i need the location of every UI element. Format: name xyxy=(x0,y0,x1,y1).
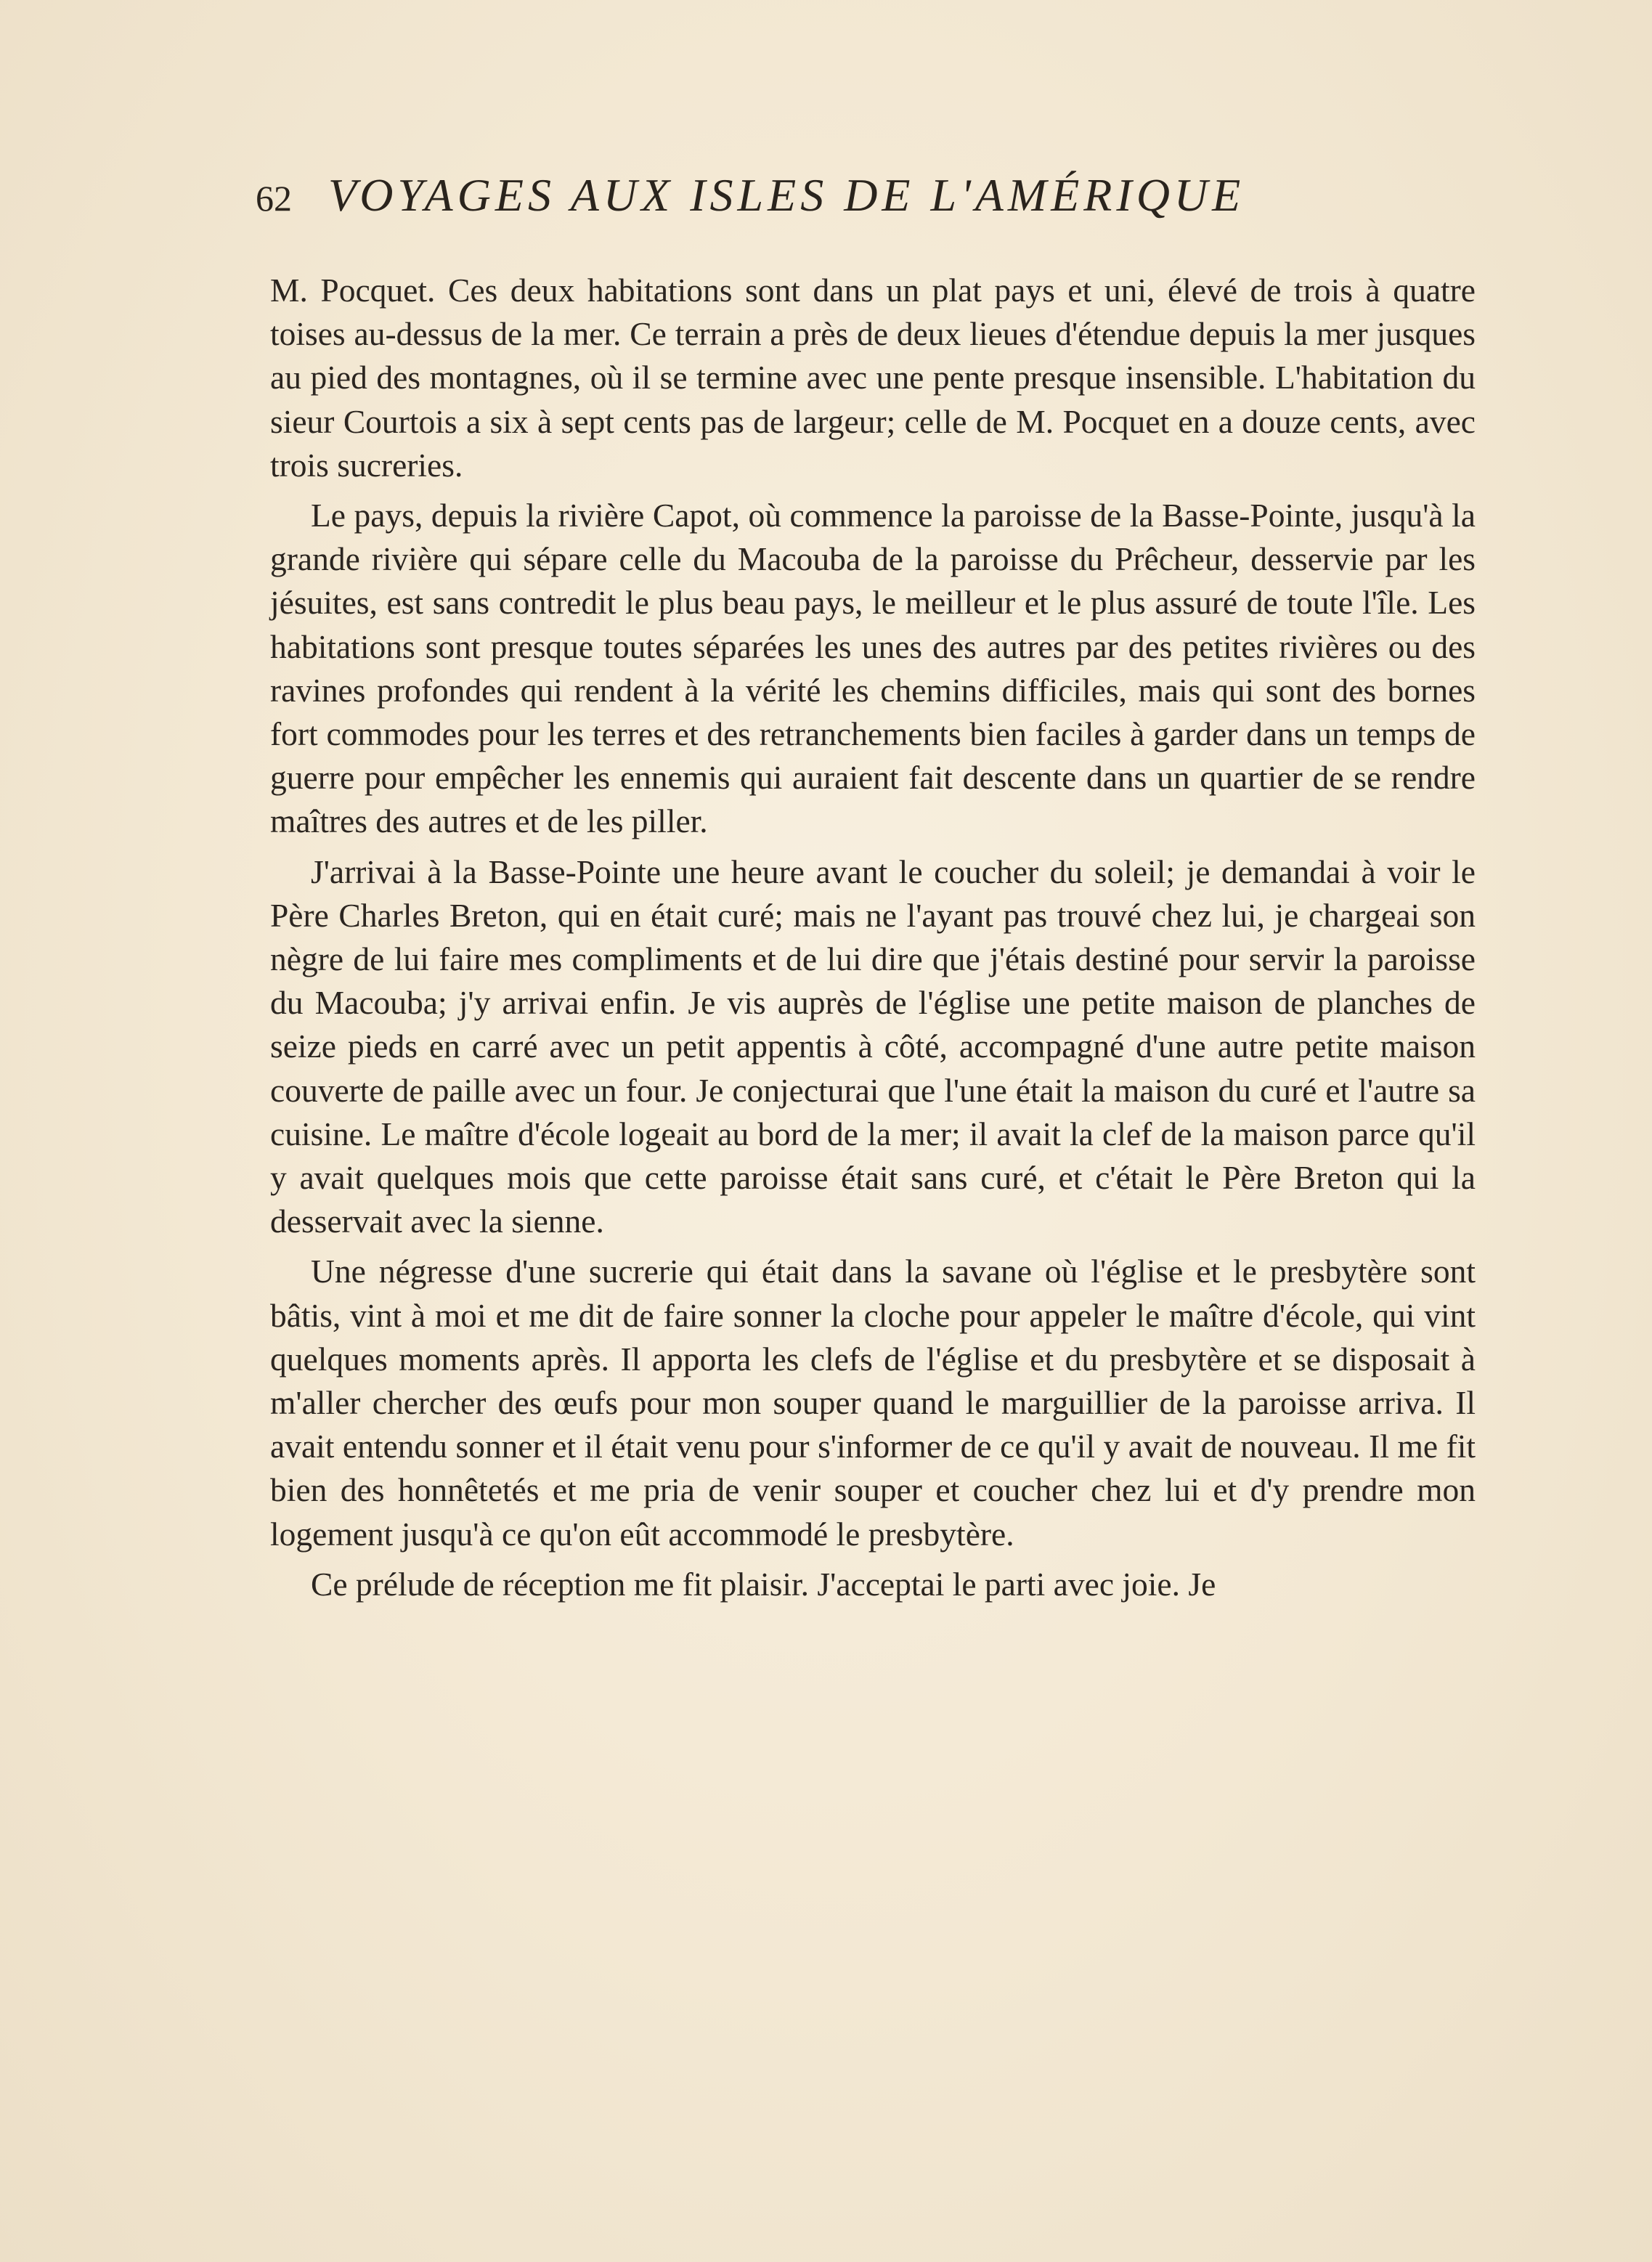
page-number: 62 xyxy=(256,178,292,219)
paragraph: Ce prélude de réception me fit plaisir. J'acceptai le parti avec joie. Je xyxy=(311,1565,1216,1603)
paragraph: Le pays, depuis la rivière Capot, où commence la paroisse de la Basse-Pointe, jusqu'à la grande rivière qui sépare celle du Macouba de la paroisse du Prêcheur, desservie par les jésuites, est sans contredit le plus beau pays, le meilleur et le plus assuré de toute l'île. Les habitations sont presque toutes séparées les unes des autres par des petites rivières ou des ravines profondes qui rendent à la vérité les chemins difficiles, mais qui sont des bornes fort commodes pour les terres et des retranchements bien faciles à garder dans un temps de guerre pour empêcher les ennemis qui auraient fait descente dans un quartier de se rendre maîtres des autres et de les piller. xyxy=(270,497,1476,840)
body-text xyxy=(270,269,1476,1613)
paragraph: M. Pocquet. Ces deux habitations sont dans un plat pays et uni, élevé de trois à quatre toises au-dessus de la mer. Ce terrain a près de deux lieues d'étendue depuis la mer jusques au pied des montagnes, où il se termine avec une pente presque insensible. L'habitation du sieur Courtois a six à sept cents pas de largeur; celle de M. Pocquet en a douze cents, avec trois sucreries. xyxy=(270,272,1476,484)
paragraph: J'arrivai à la Basse-Pointe une heure avant le coucher du soleil; je demandai à voir le Père Charles Breton, qui en était curé; mais ne l'ayant pas trouvé chez lui, je chargeai son nègre de lui faire mes compliments et de lui dire que j'étais destiné pour servir la paroisse du Macouba; j'y arrivai enfin. Je vis auprès de l'église une petite maison de planches de seize pieds en carré avec un petit appentis à côté, accompagné d'une autre petite maison couverte de paille avec un four. Je conjecturai que l'une était la maison du curé et l'autre sa cuisine. Le maître d'école logeait au bord de la mer; il avait la clef de la maison parce qu'il y avait quelques mois que cette paroisse était sans curé, et c'était le Père Breton qui la desservait avec la sienne. xyxy=(270,853,1476,1240)
book-title: VOYAGES AUX ISLES DE L'AMÉRIQUE xyxy=(328,169,1245,221)
paragraph: Une négresse d'une sucrerie qui était dans la savane où l'église et le presbytère sont bâtis, vint à moi et me dit de faire sonner la cloche pour appeler le maître d'école, qui vint quelques moments après. Il apporta les clefs de l'église et du presbytère et se disposait à m'aller chercher des œufs pour mon souper quand le marguillier de la paroisse arriva. Il avait entendu sonner et il était venu pour s'informer de ce qu'il y avait de nouveau. Il me fit bien des honnêtetés et me pria de venir souper et coucher chez lui et d'y prendre mon logement jusqu'à ce qu'on eût accommodé le presbytère. xyxy=(270,1253,1476,1553)
running-head xyxy=(256,168,1490,234)
